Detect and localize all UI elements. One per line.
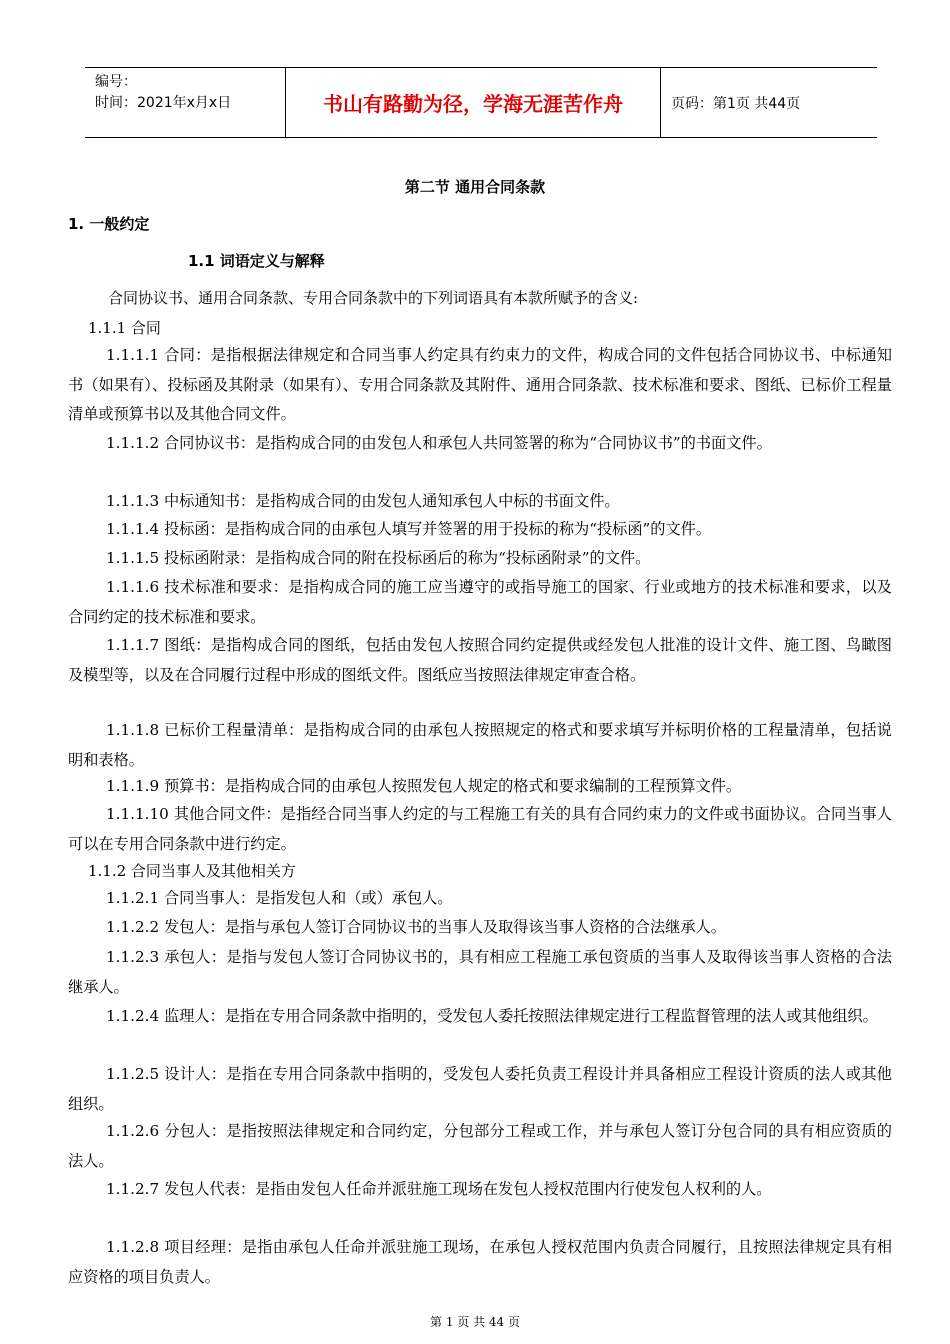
paragraph: 1.1.2.2 发包人：是指与承包人签订合同协议书的当事人及取得该当事人资格的合法继承人。 (106, 918, 726, 936)
heading-1: 1. 一般约定 (68, 215, 150, 233)
paragraph: 1.1.2.1 合同当事人：是指发包人和（或）承包人。 (106, 889, 453, 907)
paragraph: 1.1.2.4 监理人：是指在专用合同条款中指明的，受发包人委托按照法律规定进行工程监督管理的法人或其他组织。 (106, 1007, 878, 1025)
paragraph: 1.1.1.5 投标函附录：是指构成合同的附在投标函后的称为“投标函附录”的文件。 (106, 549, 651, 567)
number-label: 编号： (95, 74, 137, 90)
paragraph: 1.1.1.10 其他合同文件：是指经合同当事人约定的与工程施工有关的具有合同约束力的文件或书面协议。合同当事人可以在专用合同条款中进行约定。 (68, 805, 892, 853)
paragraph: 1.1.2.3 承包人：是指与发包人签订合同协议书的，具有相应工程施工承包资质的当事人及取得该当事人资格的合法继承人。 (68, 948, 892, 996)
paragraph: 1.1.1.1 合同：是指根据法律规定和合同当事人约定具有约束力的文件，构成合同的文件包括合同协议书、中标通知书（如果有）、投标函及其附录（如果有）、专用合同条款及其附件、通用合同条款、技术标准和要求、图纸、已标价工程量清单或预算书以及其他合同文件。 (68, 346, 892, 423)
paragraph: 1.1.2.6 分包人：是指按照法律规定和合同约定，分包部分工程或工作，并与承包人签订分包合同的具有相应资质的法人。 (68, 1122, 892, 1170)
time-label: 时间：2021年x月x日 (95, 95, 232, 111)
heading-1-1: 1.1 词语定义与解释 (188, 252, 325, 270)
page-header (85, 67, 877, 138)
paragraph: 1.1.1.8 已标价工程量清单：是指构成合同的由承包人按照规定的格式和要求填写并标明价格的工程量清单，包括说明和表格。 (68, 721, 892, 769)
header-page-count: 页码：第1页 共44页 (671, 95, 801, 112)
paragraph: 1.1.2.7 发包人代表：是指由发包人任命并派驻施工现场在发包人授权范围内行使发包人权利的人。 (106, 1180, 772, 1198)
paragraph: 1.1.1.9 预算书：是指构成合同的由承包人按照发包人规定的格式和要求编制的工程预算文件。 (106, 777, 742, 795)
paragraph: 1.1.1.4 投标函：是指构成合同的由承包人填写并签署的用于投标的称为“投标函”的文件。 (106, 520, 712, 538)
paragraph: 1.1.1.3 中标通知书：是指构成合同的由发包人通知承包人中标的书面文件。 (106, 492, 620, 510)
paragraph: 1.1.1.6 技术标准和要求：是指构成合同的施工应当遵守的或指导施工的国家、行业或地方的技术标准和要求，以及合同约定的技术标准和要求。 (68, 578, 892, 626)
header-meta (85, 68, 285, 137)
subheading-1-1-2: 1.1.2 合同当事人及其他相关方 (88, 862, 296, 880)
header-motto: 书山有路勤为径，学海无涯苦作舟 (285, 68, 661, 137)
paragraph: 1.1.2.8 项目经理：是指由承包人任命并派驻施工现场，在承包人授权范围内负责合同履行，且按照法律规定具有相应资格的项目负责人。 (68, 1238, 892, 1286)
section-title: 第二节 通用合同条款 (404, 178, 546, 196)
paragraph: 1.1.1.7 图纸：是指构成合同的图纸，包括由发包人按照合同约定提供或经发包人批准的设计文件、施工图、鸟瞰图及模型等，以及在合同履行过程中形成的图纸文件。图纸应当按照法律规定审查合格。 (68, 636, 892, 684)
paragraph: 1.1.2.5 设计人：是指在专用合同条款中指明的，受发包人委托负责工程设计并具备相应工程设计资质的法人或其他组织。 (68, 1065, 892, 1113)
subheading-1-1-1: 1.1.1 合同 (88, 319, 161, 337)
paragraph: 1.1.1.2 合同协议书：是指构成合同的由发包人和承包人共同签署的称为“合同协议书”的书面文件。 (106, 434, 772, 452)
intro-text: 合同协议书、通用合同条款、专用合同条款中的下列词语具有本款所赋予的含义: (108, 289, 639, 307)
page-footer: 第 1 页 共 44 页 (430, 1315, 520, 1329)
